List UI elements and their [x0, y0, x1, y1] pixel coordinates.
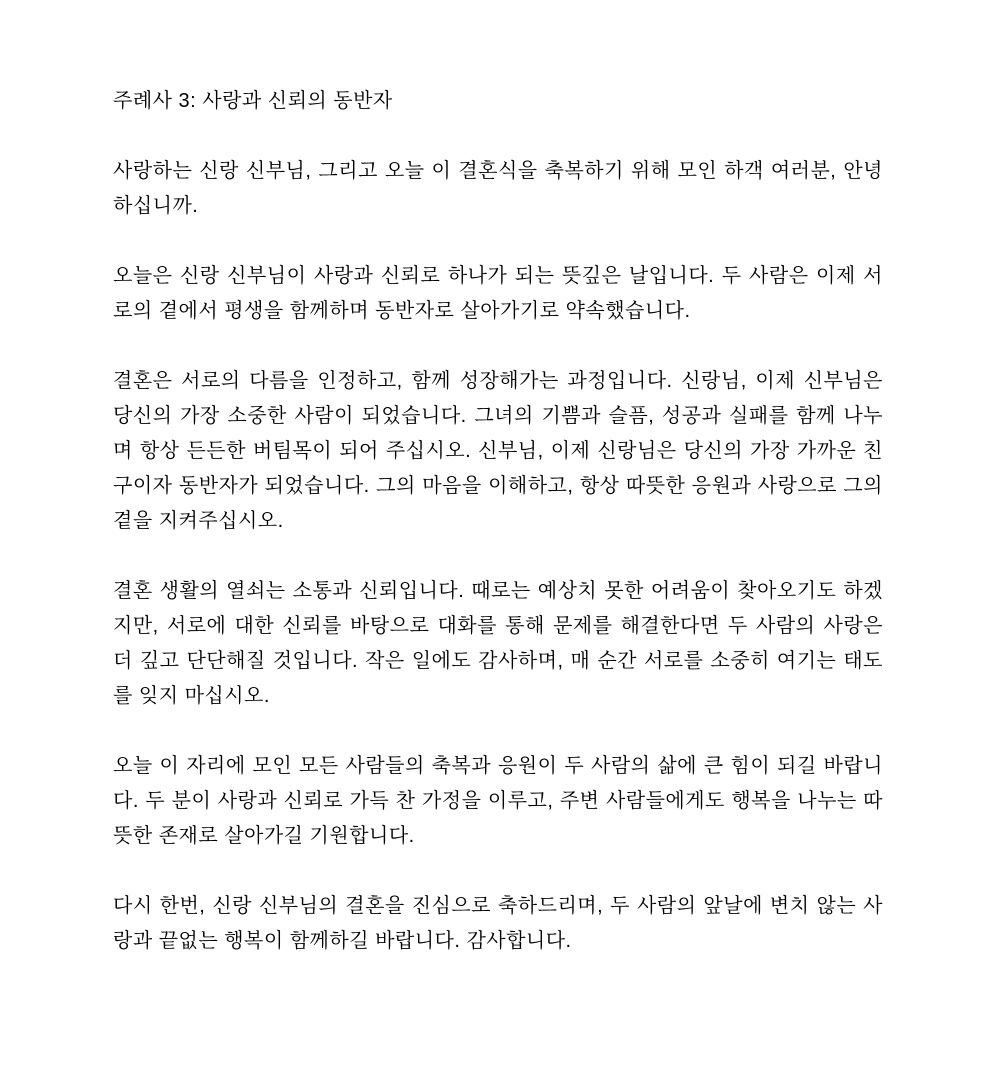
paragraph-closing: 다시 한번, 신랑 신부님의 결혼을 진심으로 축하드리며, 두 사람의 앞날에 변치 않는 사랑과 끝없는 행복이 함께하길 바랍니다. 감사합니다.	[113, 895, 883, 952]
paragraph-greeting: 사랑하는 신랑 신부님, 그리고 오늘 이 결혼식을 축복하기 위해 모인 하객 여러분, 안녕하십니까.	[113, 160, 883, 217]
paragraph-advice-to-couple: 결혼은 서로의 다름을 인정하고, 함께 성장해가는 과정입니다. 신랑님, 이제 신부님은 당신의 가장 소중한 사람이 되었습니다. 그녀의 기쁨과 슬픔, 성공과 실패를 함께 나누며 항상 든든한 버팀목이 되어 주십시오. 신부님, 이제 신랑님은 당신의 가장 가까운 친구이자 동반자가 되었습니다. 그의 마음을 이해하고, 항상 따뜻한 응원과 사랑으로 그의 곁을 지켜주십시오.	[113, 370, 883, 532]
paragraph-meaning-of-day: 오늘은 신랑 신부님이 사랑과 신뢰로 하나가 되는 뜻깊은 날입니다. 두 사람은 이제 서로의 곁에서 평생을 함께하며 동반자로 살아가기로 약속했습니다.	[113, 265, 883, 322]
document-title: 주례사 3: 사랑과 신뢰의 동반자	[113, 90, 393, 112]
paragraph-communication-trust: 결혼 생활의 열쇠는 소통과 신뢰입니다. 때로는 예상치 못한 어려움이 찾아오기도 하겠지만, 서로에 대한 신뢰를 바탕으로 대화를 통해 문제를 해결한다면 두 사람의 사랑은 더 깊고 단단해질 것입니다. 작은 일에도 감사하며, 매 순간 서로를 소중히 여기는 태도를 잊지 마십시오.	[113, 580, 883, 707]
paragraph-blessing: 오늘 이 자리에 모인 모든 사람들의 축복과 응원이 두 사람의 삶에 큰 힘이 되길 바랍니다. 두 분이 사랑과 신뢰로 가득 찬 가정을 이루고, 주변 사람들에게도 행복을 나누는 따뜻한 존재로 살아가길 기원합니다.	[113, 755, 883, 847]
